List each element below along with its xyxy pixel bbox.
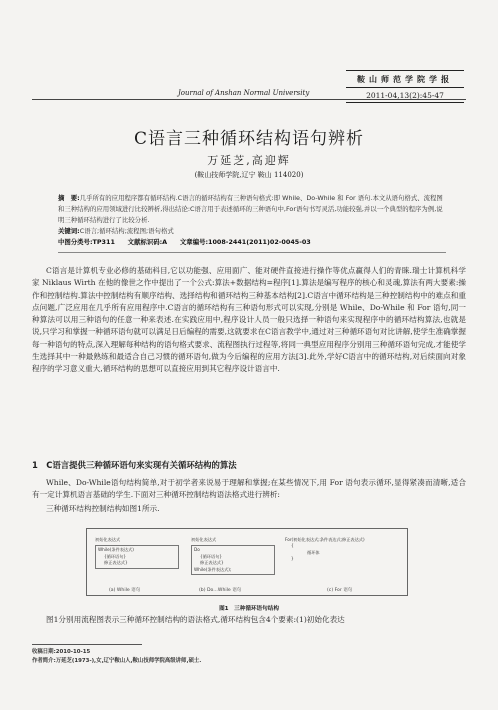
for-close-brace: }	[291, 556, 294, 562]
section1-paragraph: While、Do-While语句结构简单,对于初学者来说易于理解和掌握;在某些情况下,用 For 语句表示循环,显得紧凑而清晰,适合有一定计算机语言基础的学生.下面对三种循环控制结构语法格式进行辨析:	[32, 478, 466, 500]
abstract-text: 几乎所有的应用程序都有循环结构.C语言的循环结构有三种语句格式:即 While、Do-While 和 For 语句.本文从语句格式、流程图和三种结构的应用领域进行比较辨析,得出结论:C语言用于表述循环的三种语句中,For语句书写灵活,功能较强,并以一个典型的程序为例,说明三种循环结构进行了比较分析.	[58, 194, 443, 224]
subcaption-do-while: (b) Do…While 语句	[199, 588, 242, 593]
do-while-flow-box	[191, 537, 275, 575]
abstract-divider	[58, 252, 446, 253]
subcaption-for: (c) For 语句	[327, 588, 353, 593]
while-init-text: 初始化表达式	[95, 537, 121, 542]
section-heading-1: 1 C语言提供三种循环语句来实现有关循环结构的算法	[32, 460, 237, 470]
journal-issue: 2011-04,13(2):45-47	[346, 88, 464, 103]
header-divider	[32, 99, 466, 100]
abstract-block	[58, 193, 446, 248]
for-header-text: For(初始化表达式;条件表达式;修正表达式)	[285, 537, 365, 542]
for-body-text: 循环体	[307, 549, 320, 555]
abstract-paragraph	[58, 193, 446, 226]
keywords-line	[58, 226, 446, 237]
keywords-text: C语言;循环结构;流程图;语句格式	[79, 227, 174, 235]
journal-name-en: Journal of Anshan Normal University	[178, 89, 310, 97]
abstract-label: 摘 要:	[58, 194, 80, 202]
dowhile-body-text: {循环语句}	[200, 553, 223, 559]
figure-intro-line: 三种循环结构控制结构如图1所示.	[46, 504, 160, 513]
while-loop-frame	[95, 545, 179, 568]
dowhile-loop-frame	[191, 545, 275, 575]
author-intro: 作者简介:万延芝(1973-),女,辽宁鞍山人,鞍山技师学院高级讲师,硕士.	[32, 658, 202, 664]
figure-caption: 图1 三种循环语句结构	[219, 606, 279, 612]
footnote-divider	[32, 644, 142, 645]
journal-name-cn: 鞍山师范学院学报	[346, 70, 464, 88]
article-title: C语言三种循环结构语句辨析	[133, 129, 364, 149]
while-update-text: 修正表达式}	[104, 560, 128, 566]
figure-explanation-paragraph: 图1分别用流程图表示三种循环控制结构的语法格式,循环结构包含4个要素:(1)初始化表达	[46, 615, 345, 624]
dowhile-init-text: 初始化表达式	[191, 537, 217, 542]
dowhile-update-text: 修正表达式}	[200, 560, 224, 566]
for-open-brace: {	[291, 543, 294, 549]
classification-line: 中图分类号:TP311 文献标识码:A 文章编号:1008-2441(2011)02-0045-03	[58, 238, 311, 246]
intro-paragraph: C语言是计算机专业必修的基础科目,它以功能强、应用面广、能对硬件直接进行操作等优点赢得人们的青睐.瑞士计算机科学家 Niklaus Wirth 在他的像世之作中提出了一个公式:算法+数据结构=程序[1].算法是编写程序的核心和灵魂,算法有两大要素:操作和控制结构.算法中控制结构有顺序结构、选择结构和循环结构三种基本结构[2].C语言中循环结构是三种控制结构中的难点和重点问题,广泛应用在几乎所有应用程序中.C语言的循环结构有三种语句形式可以实现,分别是 While、Do-While 和 For 语句,同一种算法可以用三种语句的任意一种来表述.在实践应用中,程序设计人员一般只选择一种语句来实现程序中的循环结构算法,也就是说,只学习和掌握一种循环语句就可以满足日后编程的需要,这就要求在C语言教学中,通过对三种循环语句对比讲解,使学生准确掌握每一种语句的特点,深入理解每种结构的语句格式要求、流程图执行过程等,将同一典型应用程序分别用三种循环语句完成,才能使学生选择其中一种最熟练和最适合自己习惯的循环语句,做为今后编程的应用方法[3].此外,学好C语言中的循环结构,对后续面向对象程序的学习意义重大,循环结构的思想可以直接应用到其它程序设计语言中.	[32, 266, 466, 374]
loop-structure-figure	[86, 528, 408, 596]
while-body-text: {循环语句}	[104, 553, 127, 559]
subcaption-while: (a) While 语句	[109, 588, 141, 593]
article-authors: 万延芝,高迎辉	[207, 154, 291, 167]
dowhile-cond-text: While(条件表达式);	[194, 566, 232, 572]
dowhile-do-text: Do	[194, 547, 200, 553]
footnote-block	[32, 648, 201, 666]
keywords-label: 关键词:	[58, 227, 80, 235]
while-cond-text: While(条件表达式)	[98, 547, 134, 553]
author-affiliation: (鞍山技师学院,辽宁 鞍山 114020)	[194, 171, 304, 179]
for-flow-box	[285, 537, 403, 563]
while-flow-box	[95, 537, 179, 569]
received-date: 收稿日期:2010-10-15	[32, 649, 91, 655]
